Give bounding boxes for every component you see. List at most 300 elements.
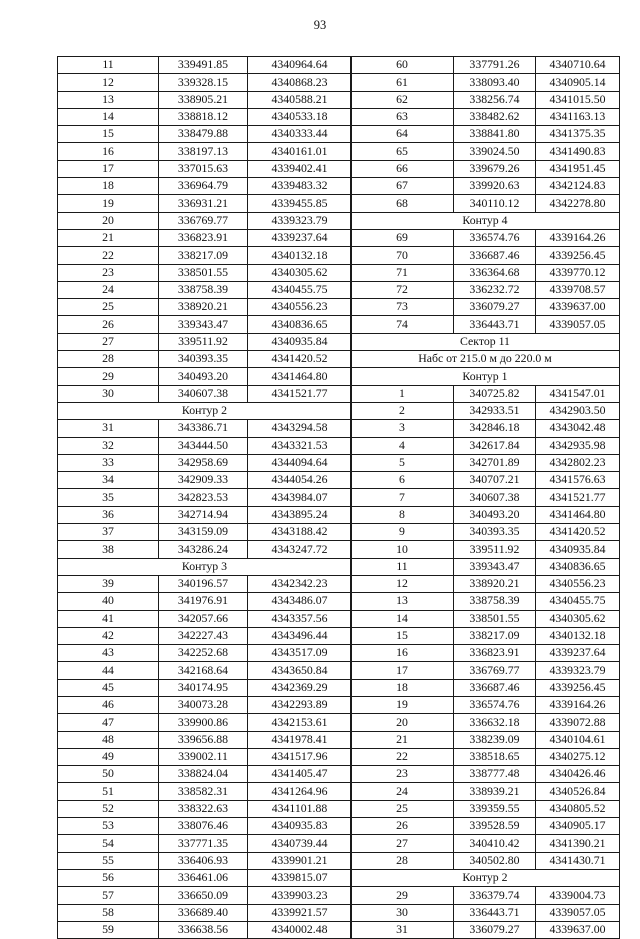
y-coordinate: 4340556.23 (536, 575, 620, 592)
y-coordinate: 4339921.57 (248, 904, 352, 921)
y-coordinate: 4339455.85 (248, 195, 352, 212)
table-row (351, 454, 620, 471)
point-number: 24 (58, 281, 159, 298)
x-coordinate: 340725.82 (454, 385, 536, 402)
point-number: 31 (351, 921, 454, 938)
x-coordinate: 343159.09 (159, 524, 248, 541)
coordinates-table-right (350, 56, 620, 939)
table-row (351, 714, 620, 731)
point-number: 20 (58, 212, 159, 229)
point-number: 70 (351, 247, 454, 264)
y-coordinate: 4339483.32 (248, 178, 352, 195)
y-coordinate: 4340333.44 (248, 126, 352, 143)
table-row (351, 541, 620, 558)
point-number: 19 (58, 195, 159, 212)
table-row (58, 420, 352, 437)
point-number: 17 (351, 662, 454, 679)
x-coordinate: 338217.09 (454, 627, 536, 644)
point-number: 35 (58, 489, 159, 506)
point-number: 15 (58, 126, 159, 143)
point-number: 69 (351, 229, 454, 246)
table-row (351, 783, 620, 800)
table-row (351, 852, 620, 869)
x-coordinate: 338818.12 (159, 108, 248, 125)
x-coordinate: 339024.50 (454, 143, 536, 160)
x-coordinate: 339900.86 (159, 714, 248, 731)
table-row (351, 558, 620, 575)
x-coordinate: 340110.12 (454, 195, 536, 212)
y-coordinate: 4339708.57 (536, 281, 620, 298)
x-coordinate: 339920.63 (454, 178, 536, 195)
y-coordinate: 4341420.52 (536, 524, 620, 541)
y-coordinate: 4341264.96 (248, 783, 352, 800)
x-coordinate: 340502.80 (454, 852, 536, 869)
y-coordinate: 4340132.18 (536, 627, 620, 644)
point-number: 68 (351, 195, 454, 212)
table-row (351, 385, 620, 402)
y-coordinate: 4343486.07 (248, 593, 352, 610)
table-row (58, 627, 352, 644)
y-coordinate: 4340161.01 (248, 143, 352, 160)
y-coordinate: 4344054.26 (248, 472, 352, 489)
point-number: 61 (351, 74, 454, 91)
table-row (58, 195, 352, 212)
point-number: 71 (351, 264, 454, 281)
y-coordinate: 4339323.79 (536, 662, 620, 679)
y-coordinate: 4340455.75 (248, 281, 352, 298)
point-number: 5 (351, 454, 454, 471)
x-coordinate: 338582.31 (159, 783, 248, 800)
table-row (351, 57, 620, 74)
x-coordinate: 338479.88 (159, 126, 248, 143)
table-row (351, 126, 620, 143)
y-coordinate: 4340455.75 (536, 593, 620, 610)
y-coordinate: 4341464.80 (248, 368, 352, 385)
point-number: 1 (351, 385, 454, 402)
x-coordinate: 343444.50 (159, 437, 248, 454)
section-heading-row (351, 333, 620, 350)
table-row (351, 887, 620, 904)
x-coordinate: 336379.74 (454, 887, 536, 904)
x-coordinate: 342909.33 (159, 472, 248, 489)
point-number: 22 (58, 247, 159, 264)
table-row (58, 783, 352, 800)
x-coordinate: 339528.59 (454, 818, 536, 835)
point-number: 2 (351, 402, 454, 419)
point-number: 26 (351, 818, 454, 835)
table-row (351, 316, 620, 333)
y-coordinate: 4339237.64 (248, 229, 352, 246)
x-coordinate: 340707.21 (454, 472, 536, 489)
x-coordinate: 336406.93 (159, 852, 248, 869)
x-coordinate: 336461.06 (159, 869, 248, 886)
y-coordinate: 4339901.21 (248, 852, 352, 869)
point-number: 73 (351, 299, 454, 316)
section-heading: Сектор 11 (351, 333, 620, 350)
y-coordinate: 4341390.21 (536, 835, 620, 852)
x-coordinate: 342714.94 (159, 506, 248, 523)
x-coordinate: 340607.38 (159, 385, 248, 402)
x-coordinate: 342701.89 (454, 454, 536, 471)
table-row (58, 714, 352, 731)
x-coordinate: 338939.21 (454, 783, 536, 800)
point-number: 57 (58, 887, 159, 904)
table-row (351, 835, 620, 852)
section-heading-row (351, 351, 620, 368)
y-coordinate: 4340556.23 (248, 299, 352, 316)
y-coordinate: 4339637.00 (536, 921, 620, 938)
point-number: 29 (58, 368, 159, 385)
x-coordinate: 339679.26 (454, 160, 536, 177)
x-coordinate: 342057.66 (159, 610, 248, 627)
table-row (351, 679, 620, 696)
table-row (351, 437, 620, 454)
table-row (351, 731, 620, 748)
x-coordinate: 342227.43 (159, 627, 248, 644)
y-coordinate: 4341576.63 (536, 472, 620, 489)
section-heading: Контур 3 (58, 558, 352, 575)
table-row (58, 437, 352, 454)
table-row (58, 143, 352, 160)
x-coordinate: 336443.71 (454, 316, 536, 333)
x-coordinate: 340493.20 (159, 368, 248, 385)
point-number: 53 (58, 818, 159, 835)
table-row (58, 229, 352, 246)
point-number: 14 (58, 108, 159, 125)
x-coordinate: 339002.11 (159, 748, 248, 765)
y-coordinate: 4341517.96 (248, 748, 352, 765)
x-coordinate: 342252.68 (159, 645, 248, 662)
y-coordinate: 4342802.23 (536, 454, 620, 471)
x-coordinate: 337015.63 (159, 160, 248, 177)
y-coordinate: 4340588.21 (248, 91, 352, 108)
x-coordinate: 338217.09 (159, 247, 248, 264)
point-number: 28 (351, 852, 454, 869)
table-row (58, 74, 352, 91)
point-number: 15 (351, 627, 454, 644)
point-number: 13 (351, 593, 454, 610)
table-row (58, 316, 352, 333)
point-number: 11 (58, 57, 159, 74)
y-coordinate: 4340905.17 (536, 818, 620, 835)
point-number: 24 (351, 783, 454, 800)
table-row (58, 766, 352, 783)
table-row (351, 108, 620, 125)
table-row (351, 229, 620, 246)
x-coordinate: 336650.09 (159, 887, 248, 904)
table-row (351, 696, 620, 713)
section-heading-row (58, 558, 352, 575)
y-coordinate: 4343496.44 (248, 627, 352, 644)
y-coordinate: 4341521.77 (536, 489, 620, 506)
x-coordinate: 343286.24 (159, 541, 248, 558)
point-number: 72 (351, 281, 454, 298)
y-coordinate: 4339057.05 (536, 316, 620, 333)
table-row (58, 247, 352, 264)
point-number: 38 (58, 541, 159, 558)
point-number: 21 (58, 229, 159, 246)
table-row (58, 575, 352, 592)
point-number: 66 (351, 160, 454, 177)
table-row (351, 662, 620, 679)
point-number: 16 (351, 645, 454, 662)
table-row (351, 506, 620, 523)
x-coordinate: 336574.76 (454, 696, 536, 713)
point-number: 20 (351, 714, 454, 731)
table-row (58, 385, 352, 402)
point-number: 62 (351, 91, 454, 108)
point-number: 27 (58, 333, 159, 350)
table-row (58, 524, 352, 541)
x-coordinate: 338239.09 (454, 731, 536, 748)
point-number: 36 (58, 506, 159, 523)
y-coordinate: 4341375.35 (536, 126, 620, 143)
point-number: 40 (58, 593, 159, 610)
table-row (58, 489, 352, 506)
x-coordinate: 338824.04 (159, 766, 248, 783)
y-coordinate: 4340836.65 (536, 558, 620, 575)
point-number: 12 (351, 575, 454, 592)
point-number: 43 (58, 645, 159, 662)
y-coordinate: 4340275.12 (536, 748, 620, 765)
page-number: 93 (313, 18, 327, 32)
y-coordinate: 4341547.01 (536, 385, 620, 402)
point-number: 30 (351, 904, 454, 921)
x-coordinate: 338758.39 (159, 281, 248, 298)
table-row (351, 91, 620, 108)
x-coordinate: 336823.91 (159, 229, 248, 246)
y-coordinate: 4341464.80 (536, 506, 620, 523)
x-coordinate: 338777.48 (454, 766, 536, 783)
section-heading: Набс от 215.0 м до 220.0 м (351, 351, 620, 368)
table-row (58, 299, 352, 316)
table-row (58, 368, 352, 385)
point-number: 18 (58, 178, 159, 195)
y-coordinate: 4340868.23 (248, 74, 352, 91)
x-coordinate: 336079.27 (454, 921, 536, 938)
point-number: 25 (58, 299, 159, 316)
x-coordinate: 336232.72 (454, 281, 536, 298)
point-number: 37 (58, 524, 159, 541)
table-row (58, 264, 352, 281)
point-number: 23 (351, 766, 454, 783)
y-coordinate: 4343895.24 (248, 506, 352, 523)
y-coordinate: 4342935.98 (536, 437, 620, 454)
point-number: 54 (58, 835, 159, 852)
point-number: 8 (351, 506, 454, 523)
x-coordinate: 341976.91 (159, 593, 248, 610)
x-coordinate: 340607.38 (454, 489, 536, 506)
y-coordinate: 4339057.05 (536, 904, 620, 921)
point-number: 49 (58, 748, 159, 765)
x-coordinate: 339511.92 (454, 541, 536, 558)
y-coordinate: 4342153.61 (248, 714, 352, 731)
table-row (351, 904, 620, 921)
point-number: 33 (58, 454, 159, 471)
point-number: 67 (351, 178, 454, 195)
point-number: 42 (58, 627, 159, 644)
point-number: 59 (58, 921, 159, 938)
y-coordinate: 4340002.48 (248, 921, 352, 938)
y-coordinate: 4340739.44 (248, 835, 352, 852)
y-coordinate: 4339164.26 (536, 696, 620, 713)
x-coordinate: 336687.46 (454, 247, 536, 264)
point-number: 52 (58, 800, 159, 817)
table-row (58, 645, 352, 662)
x-coordinate: 336364.68 (454, 264, 536, 281)
point-number: 14 (351, 610, 454, 627)
x-coordinate: 342958.69 (159, 454, 248, 471)
y-coordinate: 4343517.09 (248, 645, 352, 662)
y-coordinate: 4341015.50 (536, 91, 620, 108)
x-coordinate: 336632.18 (454, 714, 536, 731)
table-row (58, 731, 352, 748)
point-number: 47 (58, 714, 159, 731)
y-coordinate: 4340935.84 (536, 541, 620, 558)
y-coordinate: 4340533.18 (248, 108, 352, 125)
table-row (58, 541, 352, 558)
point-number: 46 (58, 696, 159, 713)
point-number: 18 (351, 679, 454, 696)
x-coordinate: 342823.53 (159, 489, 248, 506)
x-coordinate: 342168.64 (159, 662, 248, 679)
y-coordinate: 4343247.72 (248, 541, 352, 558)
y-coordinate: 4343650.84 (248, 662, 352, 679)
x-coordinate: 339359.55 (454, 800, 536, 817)
table-row (58, 506, 352, 523)
point-number: 45 (58, 679, 159, 696)
y-coordinate: 4339770.12 (536, 264, 620, 281)
y-coordinate: 4339072.88 (536, 714, 620, 731)
point-number: 11 (351, 558, 454, 575)
table-row (351, 766, 620, 783)
point-number: 21 (351, 731, 454, 748)
point-number: 26 (58, 316, 159, 333)
x-coordinate: 336443.71 (454, 904, 536, 921)
table-row (351, 800, 620, 817)
y-coordinate: 4339256.45 (536, 679, 620, 696)
section-heading: Контур 1 (351, 368, 620, 385)
y-coordinate: 4340805.52 (536, 800, 620, 817)
point-number: 7 (351, 489, 454, 506)
point-number: 34 (58, 472, 159, 489)
y-coordinate: 4339815.07 (248, 869, 352, 886)
point-number: 64 (351, 126, 454, 143)
x-coordinate: 340174.95 (159, 679, 248, 696)
y-coordinate: 4340526.84 (536, 783, 620, 800)
table-row (58, 108, 352, 125)
y-coordinate: 4340935.83 (248, 818, 352, 835)
point-number: 58 (58, 904, 159, 921)
y-coordinate: 4341163.13 (536, 108, 620, 125)
y-coordinate: 4340426.46 (536, 766, 620, 783)
point-number: 50 (58, 766, 159, 783)
x-coordinate: 338920.21 (159, 299, 248, 316)
x-coordinate: 342846.18 (454, 420, 536, 437)
x-coordinate: 338256.74 (454, 91, 536, 108)
y-coordinate: 4340836.65 (248, 316, 352, 333)
y-coordinate: 4341521.77 (248, 385, 352, 402)
y-coordinate: 4343984.07 (248, 489, 352, 506)
x-coordinate: 336931.21 (159, 195, 248, 212)
x-coordinate: 338197.13 (159, 143, 248, 160)
table-row (351, 264, 620, 281)
table-row (58, 126, 352, 143)
y-coordinate: 4344094.64 (248, 454, 352, 471)
x-coordinate: 339491.85 (159, 57, 248, 74)
x-coordinate: 338501.55 (159, 264, 248, 281)
y-coordinate: 4339402.41 (248, 160, 352, 177)
table-row (351, 299, 620, 316)
y-coordinate: 4339323.79 (248, 212, 352, 229)
point-number: 25 (351, 800, 454, 817)
table-row (351, 281, 620, 298)
y-coordinate: 4339256.45 (536, 247, 620, 264)
x-coordinate: 336689.40 (159, 904, 248, 921)
y-coordinate: 4340104.61 (536, 731, 620, 748)
table-row (58, 748, 352, 765)
point-number: 17 (58, 160, 159, 177)
table-row (58, 160, 352, 177)
point-number: 23 (58, 264, 159, 281)
table-row (58, 869, 352, 886)
table-row (351, 402, 620, 419)
point-number: 6 (351, 472, 454, 489)
table-row (351, 195, 620, 212)
x-coordinate: 338758.39 (454, 593, 536, 610)
y-coordinate: 4339903.23 (248, 887, 352, 904)
x-coordinate: 338905.21 (159, 91, 248, 108)
y-coordinate: 4341951.45 (536, 160, 620, 177)
table-row (58, 679, 352, 696)
x-coordinate: 340410.42 (454, 835, 536, 852)
table-row (351, 818, 620, 835)
x-coordinate: 336964.79 (159, 178, 248, 195)
y-coordinate: 4339004.73 (536, 887, 620, 904)
y-coordinate: 4343042.48 (536, 420, 620, 437)
x-coordinate: 338518.65 (454, 748, 536, 765)
x-coordinate: 339343.47 (159, 316, 248, 333)
x-coordinate: 338841.80 (454, 126, 536, 143)
section-heading: Контур 4 (351, 212, 620, 229)
point-number: 30 (58, 385, 159, 402)
point-number: 60 (351, 57, 454, 74)
table-row (351, 593, 620, 610)
x-coordinate: 340393.35 (159, 351, 248, 368)
point-number: 41 (58, 610, 159, 627)
table-row (351, 627, 620, 644)
x-coordinate: 338920.21 (454, 575, 536, 592)
point-number: 4 (351, 437, 454, 454)
x-coordinate: 340196.57 (159, 575, 248, 592)
section-heading-row (351, 212, 620, 229)
y-coordinate: 4342124.83 (536, 178, 620, 195)
x-coordinate: 336638.56 (159, 921, 248, 938)
table-row (351, 74, 620, 91)
table-row (58, 696, 352, 713)
x-coordinate: 340493.20 (454, 506, 536, 523)
point-number: 51 (58, 783, 159, 800)
table-row (58, 472, 352, 489)
table-row (58, 610, 352, 627)
table-row (351, 610, 620, 627)
y-coordinate: 4343188.42 (248, 524, 352, 541)
x-coordinate: 337771.35 (159, 835, 248, 852)
y-coordinate: 4341420.52 (248, 351, 352, 368)
y-coordinate: 4342293.89 (248, 696, 352, 713)
y-coordinate: 4341490.83 (536, 143, 620, 160)
table-row (58, 818, 352, 835)
